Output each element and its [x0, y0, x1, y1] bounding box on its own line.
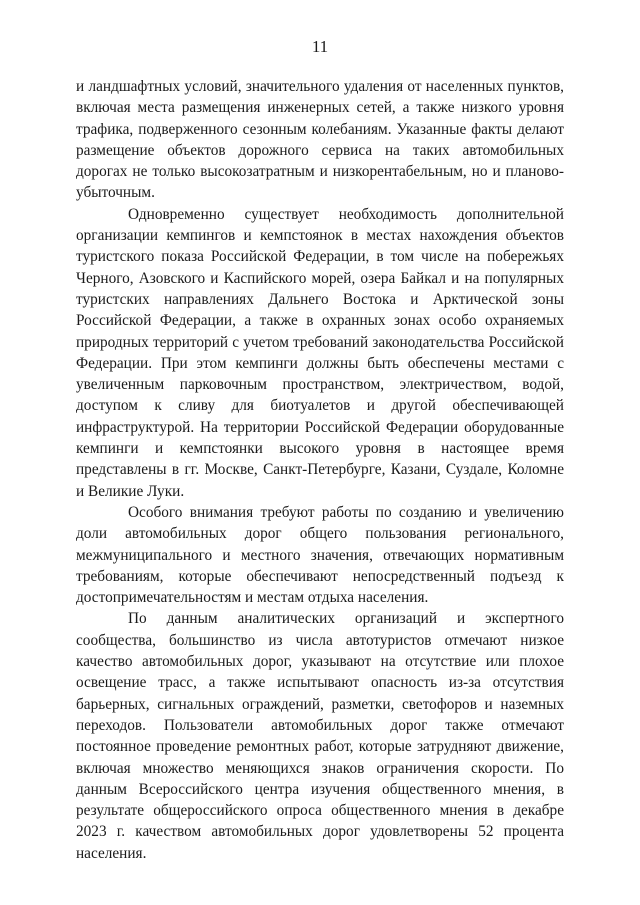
page-number: 11 [311, 37, 329, 56]
paragraph-continuation: и ландшафтных условий, значительного удаления от населенных пунктов, включая места размещения инженерных сетей, а также низкого уровня трафика, подверженного сезонным колебаниям. Указанные факты делают размещение объектов дорожного сервиса на таких автомобильных дорогах не только высокозатратным и низкорентабельным, но и планово-убыточным. [76, 78, 564, 202]
paragraph-road-share: Особого внимания требуют работы по созданию и увеличению доли автомобильных дорог общего пользования регионального, межмуниципального и местного значения, отвечающих нормативным требованиям, которые обеспечивают непосредственный подъезд к достопримечательностям и местам отдыха населения. [76, 503, 564, 607]
document-body [76, 76, 564, 864]
paragraph-road-quality: По данным аналитических организаций и экспертного сообщества, большинство из числа автотуристов отмечают низкое качество автомобильных дорог, указывают на отсутствие или плохое освещение трасс, а также испытывают опасность из-за отсутствия барьерных, сигнальных ограждений, разметки, светофоров и наземных переходов. Пользователи автомобильных дорог также отмечают постоянное проведение ремонтных работ, которые затрудняют движение, включая множество меняющихся знаков ограничения скорости. По данным Всероссийского центра изучения общественного мнения, в результате общероссийского опроса общественного мнения в декабре 2023 г. качеством автомобильных дорог удовлетворены 52 процента населения. [76, 610, 564, 862]
paragraph-campsites: Одновременно существует необходимость дополнительной организации кемпингов и кемпстоянок в местах нахождения объектов туристского показа Российской Федерации, в том числе на побережьях Черного, Азовского и Каспийского морей, озера Байкал и на популярных туристских направлениях Дальнего Востока и Арктической зоны Российской Федерации, а также в охранных зонах особо охраняемых природных территорий с учетом требований законодательства Российской Федерации. При этом кемпинги должны быть обеспечены местами с увеличенным парковочным пространством, электричеством, водой, доступом к сливу для биотуалетов и другой обеспечивающей инфраструктурой. На территории Российской Федерации оборудованные кемпинги и кемпстоянки высокого уровня в настоящее время представлены в гг. Москве, Санкт-Петербурге, Казани, Суздале, Коломне и Великие Луки. [76, 205, 564, 500]
